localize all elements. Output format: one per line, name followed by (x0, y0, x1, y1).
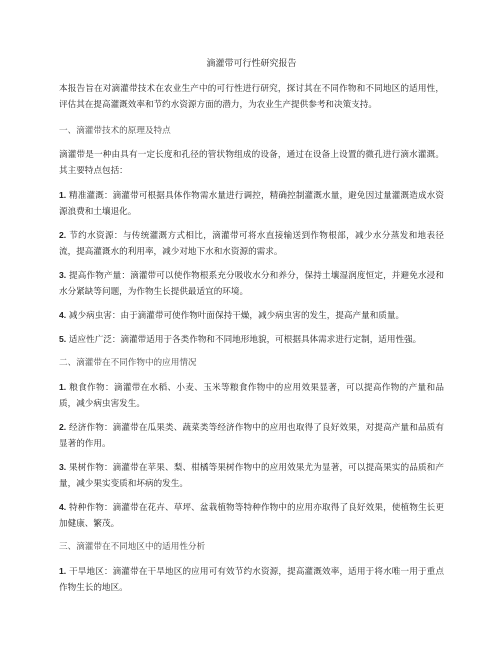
list-item (59, 419, 444, 452)
item-text: 粮食作物：滴灌带在水稻、小麦、玉米等粮食作物中的应用效果显著，可以提高作物的产量和品质，减少病虫害发生。 (59, 383, 444, 409)
intro-paragraph: 本报告旨在对滴灌带技术在农业生产中的可行性进行研究，探讨其在不同作物和不同地区的适用性，评估其在提高灌溉效率和节约水资源方面的潜力，为农业生产提供参考和决策支持。 (59, 84, 444, 110)
item-number: 2. (59, 422, 67, 432)
item-text: 减少病虫害：由于滴灌带可使作物叶面保持干燥，减少病虫害的发生，提高产量和质量。 (68, 311, 405, 321)
document-title: 滴灌带可行性研究报告 (206, 59, 297, 69)
item-text: 经济作物：滴灌带在瓜果类、蔬菜类等经济作物中的应用也取得了良好效果，对提高产量和品质有显著的作用。 (59, 423, 444, 449)
item-text: 精准灌溉：滴灌带可根据具体作物需水量进行调控，精确控制灌溉水量，避免因过量灌溉造成水资源浪费和土壤退化。 (59, 191, 444, 217)
item-text: 适应性广泛：滴灌带适用于各类作物和不同地形地貌，可根据具体需求进行定制，适用性强。 (68, 335, 422, 345)
item-number: 4. (59, 502, 67, 512)
list-item (59, 227, 444, 260)
list-item (59, 267, 444, 300)
list-item (59, 307, 444, 324)
item-number: 2. (59, 230, 67, 240)
list-item (59, 459, 444, 492)
section-1-heading: 一、滴灌带技术的原理及特点 (59, 126, 171, 136)
item-number: 4. (59, 310, 67, 320)
list-item (59, 499, 444, 532)
item-number: 1. (59, 382, 67, 392)
item-number: 3. (59, 270, 67, 280)
list-item (59, 379, 444, 412)
item-text: 提高作物产量：滴灌带可以使作物根系充分吸收水分和养分，保持土壤湿润度恒定，并避免水浸和水分紧缺等问题，为作物生长提供最适宜的环境。 (59, 271, 444, 297)
section-3-heading: 三、滴灌带在不同地区中的适用性分析 (59, 542, 206, 552)
item-text: 干旱地区：滴灌带在干旱地区的应用可有效节约水资源，提高灌溉效率，适用于将水唯一用于重点作物生长的地区。 (59, 567, 444, 593)
item-text: 果树作物：滴灌带在苹果、梨、柑橘等果树作物中的应用效果尤为显著，可以提高果实的品质和产量，减少果实变质和坏病的发生。 (59, 463, 444, 489)
item-number: 1. (59, 566, 67, 576)
list-item (59, 187, 444, 220)
item-text: 特种作物：滴灌带在花卉、草坪、盆栽植物等特种作物中的应用亦取得了良好效果，使植物生长更加健康、繁茂。 (59, 503, 444, 529)
section-1-lead: 滴灌带是一种由具有一定长度和孔径的管状物组成的设备，通过在设备上设置的微孔进行滴水灌溉。其主要特点包括： (59, 150, 444, 176)
item-number: 1. (59, 190, 67, 200)
list-item (59, 563, 444, 596)
item-number: 5. (59, 334, 67, 344)
section-2-heading: 二、滴灌带在不同作物中的应用情况 (59, 358, 197, 368)
item-text: 节约水资源：与传统灌溉方式相比，滴灌带可将水直接输送到作物根部，减少水分蒸发和地表径流，提高灌溉水的利用率，减少对地下水和水资源的需求。 (59, 231, 444, 257)
item-number: 3. (59, 462, 67, 472)
list-item (59, 331, 444, 348)
